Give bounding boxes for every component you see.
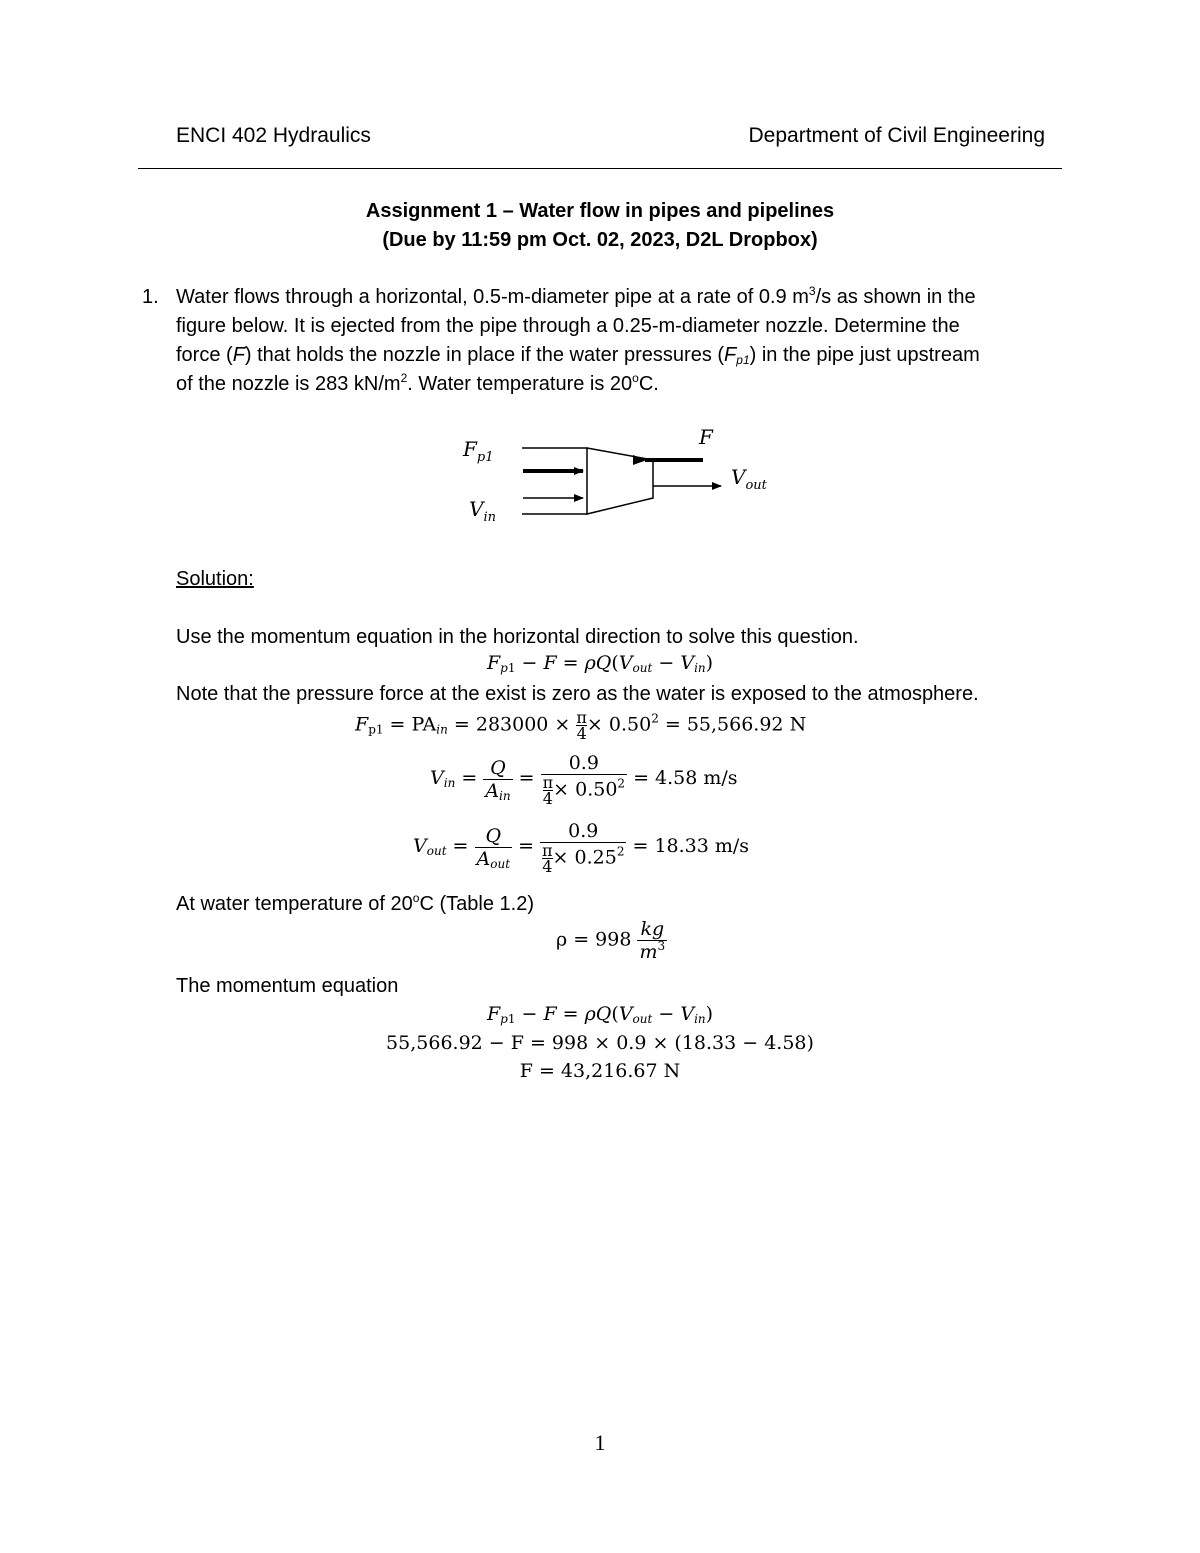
course-header: ENCI 402 Hydraulics (176, 124, 371, 147)
question-line-1: Water flows through a horizontal, 0.5-m-diameter pipe at a rate of 0.9 $m^3/s$ as shown in the (176, 284, 976, 308)
assignment-title: Assignment 1 – Water flow in pipes and pipelines (365, 200, 835, 222)
page-number: 1 (594, 1430, 606, 1455)
due-date: (Due by 11:59 pm Oct. 02, 2023, D2L Dropbox) (382, 229, 818, 251)
nozzle-figure (455, 420, 785, 530)
nozzle-shape (587, 448, 653, 514)
vin-label: $V_{in}$ (469, 497, 496, 525)
density-value: ρ = 998 $\frac{kg}{m^3}$ (556, 918, 666, 963)
momentum-equation-2: $F_{p1} - F = \rho Q(V_{out} - V_{in})$ (486, 1003, 714, 1026)
vout-label: $V_{out}$ (731, 465, 767, 493)
solution-intro: Use the momentum equation in the horizontal direction to solve this question. (176, 626, 859, 648)
outflow-velocity-calc: $V_{out}$ = $\frac{Q}{A_{out}}$ = 0.9 $\frac{\pi}{4}$ × $0.25^2$ = 18.33 m/s (413, 820, 750, 876)
pressure-force-calc: $F_{p1} = PA_{in} = 283000$ × $\frac{\pi}{4}$ × $0.50^2 = 55,566.92$ N (355, 708, 807, 743)
final-result: F = 43,216.67 N (519, 1060, 681, 1082)
inflow-velocity-calc: $V_{in}$ = $\frac{Q}{A_{in}}$ = 0.9 $\frac{\pi}{4}$ × $0.50^2$ = 4.58 m/s (430, 752, 738, 808)
header-rule (138, 168, 1062, 169)
fp1-label: $F_{p1}$ (463, 437, 494, 465)
momentum-equation: $F_{p1} - F = \rho Q(V_{out} - V_{in})$ (486, 652, 714, 675)
solution-heading: Solution: (176, 568, 254, 590)
temperature-line: At water temperature of 20$^o$C (Table 1.2) (176, 891, 534, 915)
question-line-4: of the nozzle is 283 $kN/m^2$. Water temperature is 20$^o$C. (176, 371, 659, 395)
numeric-substitution: 55,566.92 − F = 998 × 0.9 × (18.33 − 4.58) (386, 1032, 814, 1054)
momentum-label: The momentum equation (176, 975, 399, 997)
question-line-3: force (F) that holds the nozzle in place if the water pressures $(F_{p1})$ in the pipe just upstream (176, 344, 980, 367)
atmosphere-note: Note that the pressure force at the exist is zero as the water is exposed to the atmosphere. (176, 683, 979, 705)
force-label: F (699, 425, 713, 449)
question-line-2: figure below. It is ejected from the pipe through a 0.25-m-diameter nozzle. Determine the (176, 315, 960, 337)
department-header: Department of Civil Engineering (748, 124, 1045, 147)
question-number: 1. (142, 286, 159, 308)
